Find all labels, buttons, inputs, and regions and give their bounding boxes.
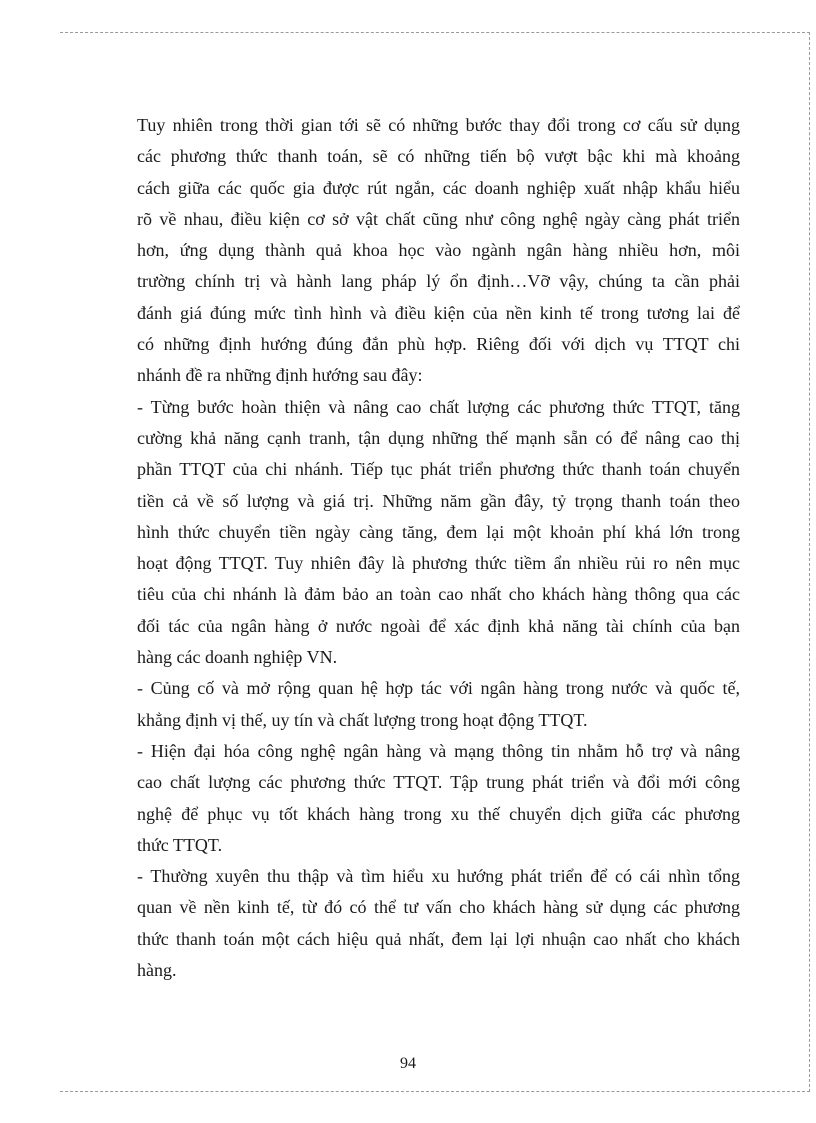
text-line: hơn, ứng dụng thành quả khoa học vào ngành ngân hàng nhiều hơn, môi [137,240,740,261]
text-line: thức TTQT. [137,834,223,855]
text-line: đối tác của ngân hàng ở nước ngoài để xác định khả năng tài chính của bạn [137,615,740,636]
body-text [137,110,740,986]
text-line: hàng các doanh nghiệp VN. [137,647,338,668]
text-line: các phương thức thanh toán, sẽ có những tiến bộ vượt bậc khi mà khoảng [137,146,740,167]
page-number: 94 [400,1055,416,1072]
text-line: phần TTQT của chi nhánh. Tiếp tục phát triển phương thức thanh toán chuyển [137,459,740,480]
text-line: tiền cả về số lượng và giá trị. Những năm gần đây, tỷ trọng thanh toán theo [137,490,740,511]
text-line: hoạt động TTQT. Tuy nhiên đây là phương thức tiềm ẩn nhiều rủi ro nên mục [137,553,740,574]
text-line: nghệ để phục vụ tốt khách hàng trong xu thế chuyển dịch giữa các phương [137,803,740,824]
text-line: - Thường xuyên thu thập và tìm hiểu xu hướng phát triển để có cái nhìn tổng [137,866,740,887]
text-line: - Từng bước hoàn thiện và nâng cao chất lượng các phương thức TTQT, tăng [137,396,740,417]
text-line: rõ về nhau, điều kiện cơ sở vật chất cũng như công nghệ ngày càng phát triển [137,208,740,229]
text-line: tiêu của chi nhánh là đảm bảo an toàn cao nhất cho khách hàng thông qua các [137,584,740,605]
text-line: hình thức chuyển tiền ngày càng tăng, đem lại một khoản phí khá lớn trong [137,521,740,542]
text-line: khẳng định vị thế, uy tín và chất lượng trong hoạt động TTQT. [137,709,588,730]
text-line: trường chính trị và hành lang pháp lý ổn định…Vỡ vậy, chúng ta cần phải [137,271,740,292]
text-line: - Hiện đại hóa công nghệ ngân hàng và mạng thông tin nhằm hỗ trợ và nâng [137,740,740,761]
text-line: có những định hướng đúng đắn phù hợp. Riêng đối với dịch vụ TTQT chi [137,334,740,355]
text-line: quan về nền kinh tế, từ đó có thể tư vấn cho khách hàng sử dụng các phương [137,897,740,918]
text-line: - Củng cố và mở rộng quan hệ hợp tác với ngân hàng trong nước và quốc tế, [137,678,740,699]
text-line: cách giữa các quốc gia được rút ngắn, các doanh nghiệp xuất nhập khẩu hiểu [137,177,740,198]
text-line: Tuy nhiên trong thời gian tới sẽ có những bước thay đổi trong cơ cấu sử dụng [137,115,740,135]
text-line: hàng. [137,960,177,981]
text-line: nhánh đề ra những định hướng sau đây: [137,365,423,386]
text-line: đánh giá đúng mức tình hình và điều kiện của nền kinh tế trong tương lai để [137,302,740,323]
text-line: cao chất lượng các phương thức TTQT. Tập trung phát triển và đổi mới công [137,772,740,793]
text-line: cường khả năng cạnh tranh, tận dụng những thế mạnh sẵn có để nâng cao thị [137,427,740,448]
text-line: thức thanh toán một cách hiệu quả nhất, đem lại lợi nhuận cao nhất cho khách [137,928,740,949]
